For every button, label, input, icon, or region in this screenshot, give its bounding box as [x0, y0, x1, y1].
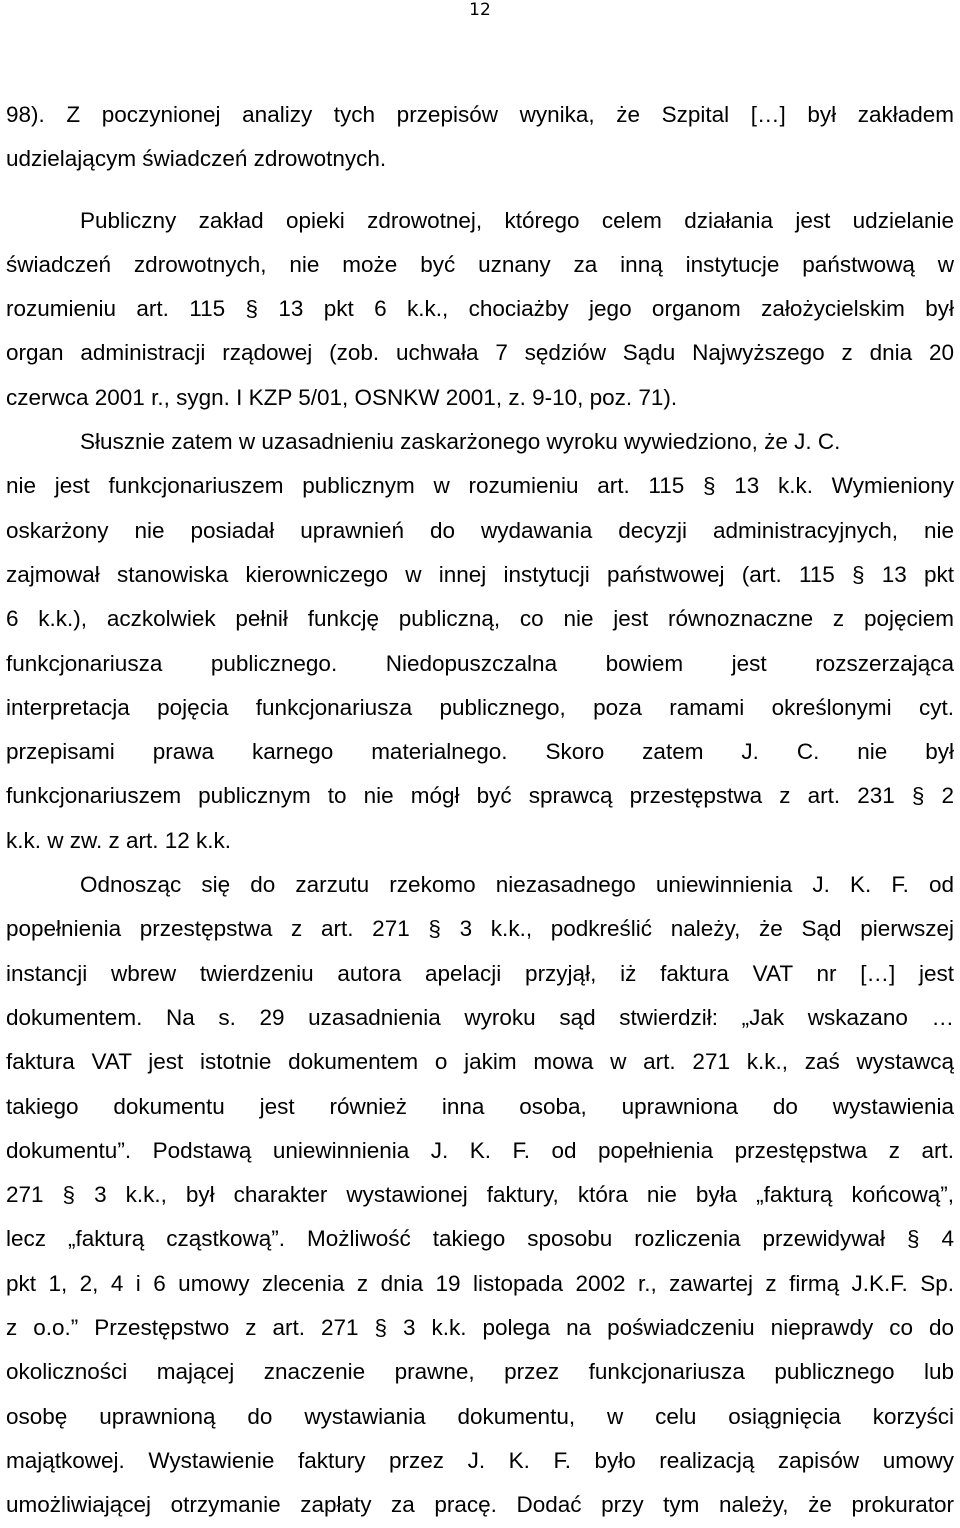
- text-line: k.k. w zw. z art. 12 k.k.: [6, 827, 232, 853]
- text-line: popełnienia przestępstwa z art. 271 § 3 k.k., podkreślić należy, że Sąd pierwszej: [6, 916, 954, 942]
- text-line: 6 k.k.), aczkolwiek pełnił funkcję publiczną, co nie jest równoznaczne z pojęciem: [6, 606, 954, 632]
- text-line: 98). Z poczynionej analizy tych przepisów wynika, że Szpital […] był zakładem: [6, 102, 954, 127]
- text-line: dokumentu”. Podstawą uniewinnienia J. K. F. od popełnienia przestępstwa z art.: [6, 1137, 954, 1163]
- text-line: lecz „fakturą cząstkową”. Możliwość takiego sposobu rozliczenia przewidywał § 4: [6, 1226, 954, 1252]
- text-line: 271 § 3 k.k., był charakter wystawionej faktury, która nie była „fakturą końcową”,: [6, 1182, 954, 1208]
- text-line: nie jest funkcjonariuszem publicznym w rozumieniu art. 115 § 13 k.k. Wymieniony: [6, 473, 954, 499]
- text-line: dokumentem. Na s. 29 uzasadnienia wyroku sąd stwierdził: „Jak wskazano …: [6, 1004, 954, 1030]
- page-number: 12: [469, 0, 491, 20]
- text-line: Publiczny zakład opieki zdrowotnej, którego celem działania jest udzielanie: [80, 207, 954, 233]
- text-line: zajmował stanowiska kierowniczego w innej instytucji państwowej (art. 115 § 13 pkt: [6, 561, 954, 587]
- text-line: organ administracji rządowej (zob. uchwała 7 sędziów Sądu Najwyższego z dnia 20: [6, 340, 954, 366]
- text-line: osobę uprawnioną do wystawiania dokumentu, w celu osiągnięcia korzyści: [6, 1403, 954, 1429]
- text-line: funkcjonariusza publicznego. Niedopuszczalna bowiem jest rozszerzająca: [6, 650, 954, 676]
- text-line: udzielającym świadczeń zdrowotnych.: [6, 146, 387, 172]
- text-line: pkt 1, 2, 4 i 6 umowy zlecenia z dnia 19 listopada 2002 r., zawartej z firmą J.K.F. Sp.: [6, 1270, 954, 1296]
- text-line: rozumieniu art. 115 § 13 pkt 6 k.k., chociażby jego organom założycielskim był: [6, 296, 954, 322]
- text-line: oskarżony nie posiadał uprawnień do wydawania decyzji administracyjnych, nie: [6, 517, 954, 543]
- text-line: interpretacja pojęcia funkcjonariusza publicznego, poza ramami określonymi cyt.: [6, 694, 954, 720]
- text-line: z o.o.” Przestępstwo z art. 271 § 3 k.k. polega na poświadczeniu nieprawdy co do: [6, 1315, 954, 1341]
- text-line: Odnosząc się do zarzutu rzekomo niezasadnego uniewinnienia J. K. F. od: [80, 872, 954, 898]
- document-body: [6, 93, 954, 1528]
- text-line: faktura VAT jest istotnie dokumentem o jakim mowa w art. 271 k.k., zaś wystawcą: [6, 1049, 954, 1075]
- text-line: funkcjonariuszem publicznym to nie mógł być sprawcą przestępstwa z art. 231 § 2: [6, 783, 954, 809]
- text-line: takiego dokumentu jest również inna osoba, uprawniona do wystawienia: [6, 1093, 954, 1119]
- text-line: majątkowej. Wystawienie faktury przez J. K. F. było realizacją zapisów umowy: [6, 1447, 954, 1473]
- text-line: świadczeń zdrowotnych, nie może być uznany za inną instytucje państwową w: [6, 251, 954, 277]
- text-line: okoliczności mającej znaczenie prawne, przez funkcjonariusza publicznego lub: [6, 1359, 954, 1385]
- text-line: instancji wbrew twierdzeniu autora apelacji przyjął, iż faktura VAT nr […] jest: [6, 960, 954, 986]
- text-line: przepisami prawa karnego materialnego. Skoro zatem J. C. nie był: [6, 739, 954, 765]
- text-line: czerwca 2001 r., sygn. I KZP 5/01, OSNKW 2001, z. 9-10, poz. 71).: [6, 384, 678, 410]
- text-line: umożliwiającej otrzymanie zapłaty za pracę. Dodać przy tym należy, że prokurator: [6, 1492, 954, 1518]
- text-line: Słusznie zatem w uzasadnieniu zaskarżonego wyroku wywiedziono, że J. C.: [80, 429, 841, 455]
